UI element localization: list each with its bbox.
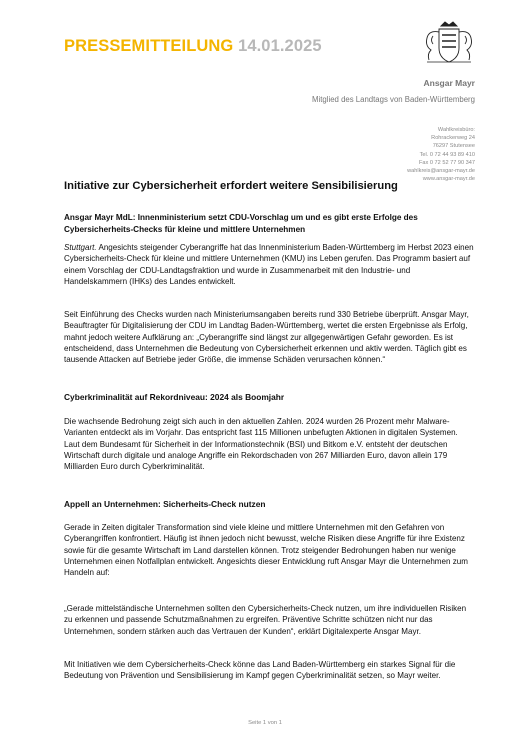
paragraph-results: Seit Einführung des Checks wurden nach Ministeriumsangaben bereits rund 330 Betriebe überprüft. Ansgar Mayr, Beauftragter für Digitalisierung der CDU im Landtag Baden-Württemberg, wertet die ersten Ergebnisse als Erfolg, mahnt jedoch weitere Aufklärung an: „Cyberangriffe sind längst zur allgegenwärtigen Gefahr geworden. Es ist entscheidend, dass Unternehmen die Bedeutung von Cybersicherheit erkennen und aktiv werden. Täglich gibt es tausende Attacken auf Betriebe jeder Größe, die immense Schäden verursachen können.“ [64, 310, 469, 365]
office-website[interactable]: www.ansgar-mayr.de [422, 176, 475, 183]
office-street: Rohrackerweg 24 [431, 135, 475, 142]
paragraph-closing: Mit Initiativen wie dem Cybersicherheits-Check könne das Land Baden-Württemberg ein starkes Signal für die Bedeutung von Prävention und Sensibilisierung im Kampf gegen Cyberkriminalität setzen, so Mayr weiter. [64, 660, 456, 681]
subheading-cybercrime: Cyberkriminalität auf Rekordniveau: 2024 als Boomjahr [64, 392, 285, 402]
office-fax: Fax 0 72 52 77 90 347 [419, 159, 475, 166]
dateline-location: Stuttgart. [64, 243, 97, 252]
title-date: 14.01.2025 [238, 37, 322, 55]
subheading-appeal: Appell an Unternehmen: Sicherheits-Check nutzen [64, 499, 266, 509]
paragraph-appeal: Gerade in Zeiten digitaler Transformation sind viele kleine und mittlere Unternehmen mit den Gefahren von Cyberangriffen konfrontiert. Häufig ist ihnen jedoch nicht bewusst, welche Risiken diese Angriffe für ihre Existenz sowie für die gesamte Wirtschaft im Land darstellen können. Trotz steigender Bedrohungen haben nur wenige Unternehmen einen Notfallplan entwickelt. Angesichts dieser Entwicklung ruft Ansgar Mayr die Unternehmen zum Handeln auf: [64, 523, 468, 578]
office-city: 76297 Stutensee [432, 143, 475, 150]
coat-of-arms-icon [421, 20, 477, 66]
author-name: Ansgar Mayr [423, 78, 475, 88]
title-prefix: PRESSEMITTEILUNG [64, 37, 234, 55]
page-number: Seite 1 von 1 [248, 720, 282, 726]
article-lead: Ansgar Mayr MdL: Innenministerium setzt CDU-Vorschlag um und es gibt erste Erfolge des Cybersicherheits-Checks für kleine und mittlere Unternehmen [64, 213, 418, 235]
paragraph-intro-text: Angesichts steigender Cyberangriffe hat das Innenministerium Baden-Württemberg im Herbst 2023 einen Cybersicherheits-Check für kleine und mittlere Unternehmen (KMU) ins Leben gerufen. Das Programm basiert auf einem Vorschlag der CDU-Landtagsfraktion und wurde in Zusammenarbeit mit den Industrie- und Handelskammern (IHKs) des Landes entwickelt. [64, 243, 474, 286]
office-label: Wahlkreisbüro: [437, 127, 475, 133]
paragraph-intro [64, 242, 474, 287]
office-address [407, 126, 475, 183]
office-phone: Tel. 0 72 44 93 89 410 [419, 151, 475, 158]
paragraph-statistics: Die wachsende Bedrohung zeigt sich auch in den aktuellen Zahlen. 2024 wurden 26 Prozent mehr Malware-Varianten entdeckt als im Vorjahr. Das entspricht fast 115 Millionen unbefugten Aktionen in digitalen Systemen. Laut dem Bundesamt für Sicherheit in der Informationstechnik (BSI) und Bitkom e.V. entsteht der deutschen Wirtschaft durch digitale und analoge Angriffe ein Rekordschaden von 267 Milliarden Euro, davon allein 179 Milliarden Euro durch Cyberkriminalität. [64, 417, 458, 472]
article-headline: Initiative zur Cybersicherheit erfordert weitere Sensibilisierung [64, 180, 398, 192]
office-email[interactable]: wahlkreis@ansgar-mayr.de [407, 168, 475, 175]
press-release-title [64, 37, 322, 56]
author-role: Mitglied des Landtags von Baden-Württemberg [312, 95, 475, 104]
paragraph-quote: „Gerade mittelständische Unternehmen sollten den Cybersicherheits-Check nutzen, um ihre individuellen Risiken zu erkennen und passende Schutzmaßnahmen zu ergreifen. Präventive Schritte schützen nicht nur das Unternehmen, sondern stärken auch das Vertrauen der Kunden“, erklärt Digitalexperte Ansgar Mayr. [64, 604, 467, 636]
